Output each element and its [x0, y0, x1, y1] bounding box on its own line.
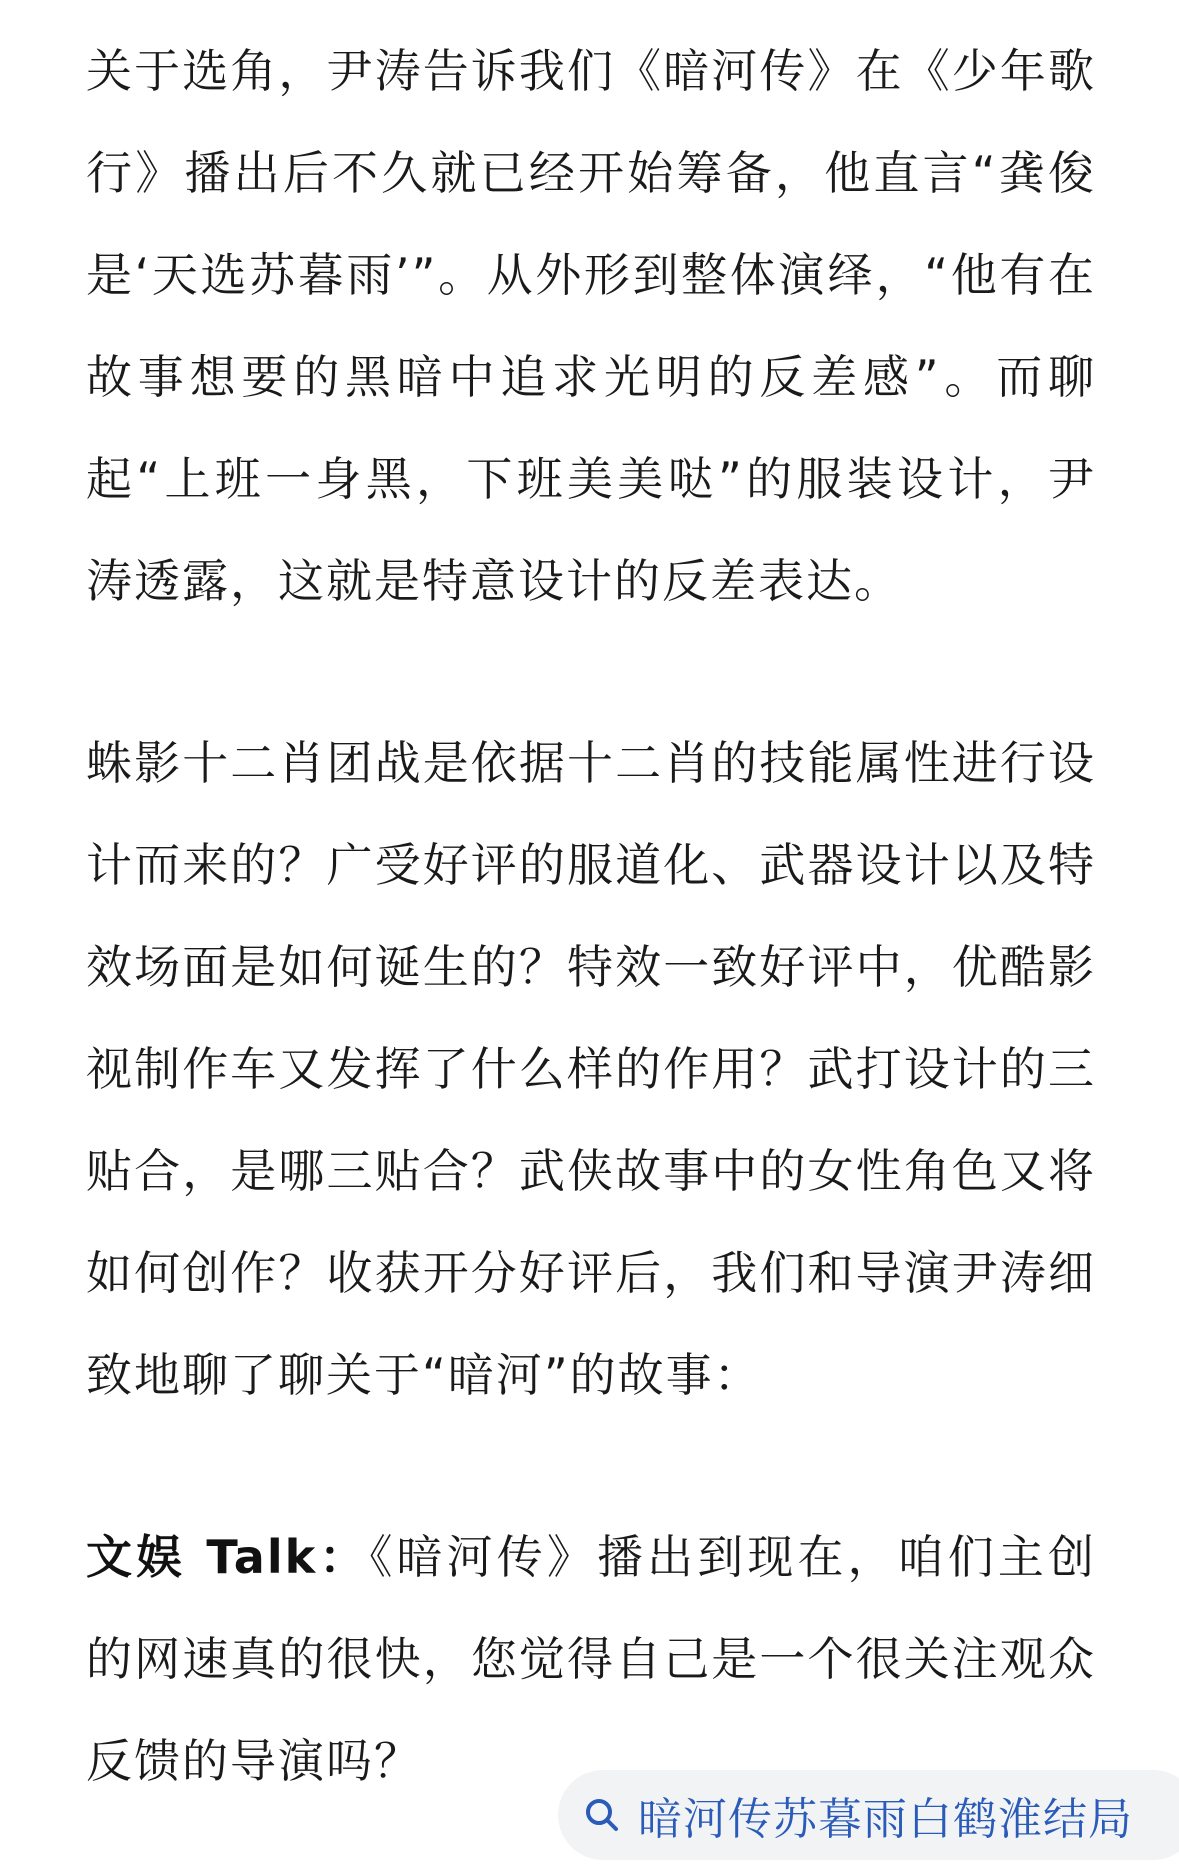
search-icon: [578, 1791, 626, 1839]
article-paragraph: 蛛影十二肖团战是依据十二肖的技能属性进行设计而来的？广受好评的服道化、武器设计以及特效场面是如何诞生的？特效一致好评中，优酷影视制作车又发挥了什么样的作用？武打设计的三贴合，是哪三贴合？武侠故事中的女性角色又将如何创作？收获开分好评后，我们和导演尹涛细致地聊了聊关于“暗河”的故事：: [86, 736, 1096, 1402]
search-query-text: 暗河传苏暮雨白鹤淮结局: [638, 1794, 1133, 1845]
related-search-chip[interactable]: [558, 1770, 1179, 1860]
question-text: 《暗河传》播出到现在，咱们主创的网速真的很快，您觉得自己是一个很关注观众反馈的导演吗？: [86, 1530, 1097, 1788]
article-body: [86, 20, 1096, 1812]
interview-question: [86, 1506, 1096, 1812]
interviewer-label: 文娱 Talk：: [86, 1530, 370, 1584]
article-paragraph: 关于选角，尹涛告诉我们《暗河传》在《少年歌行》播出后不久就已经开始筹备，他直言“龚俊是‘天选苏暮雨’”。从外形到整体演绎，“他有在故事想要的黑暗中追求光明的反差感”。而聊起“上班一身黑，下班美美哒”的服装设计，尹涛透露，这就是特意设计的反差表达。: [86, 44, 1096, 608]
